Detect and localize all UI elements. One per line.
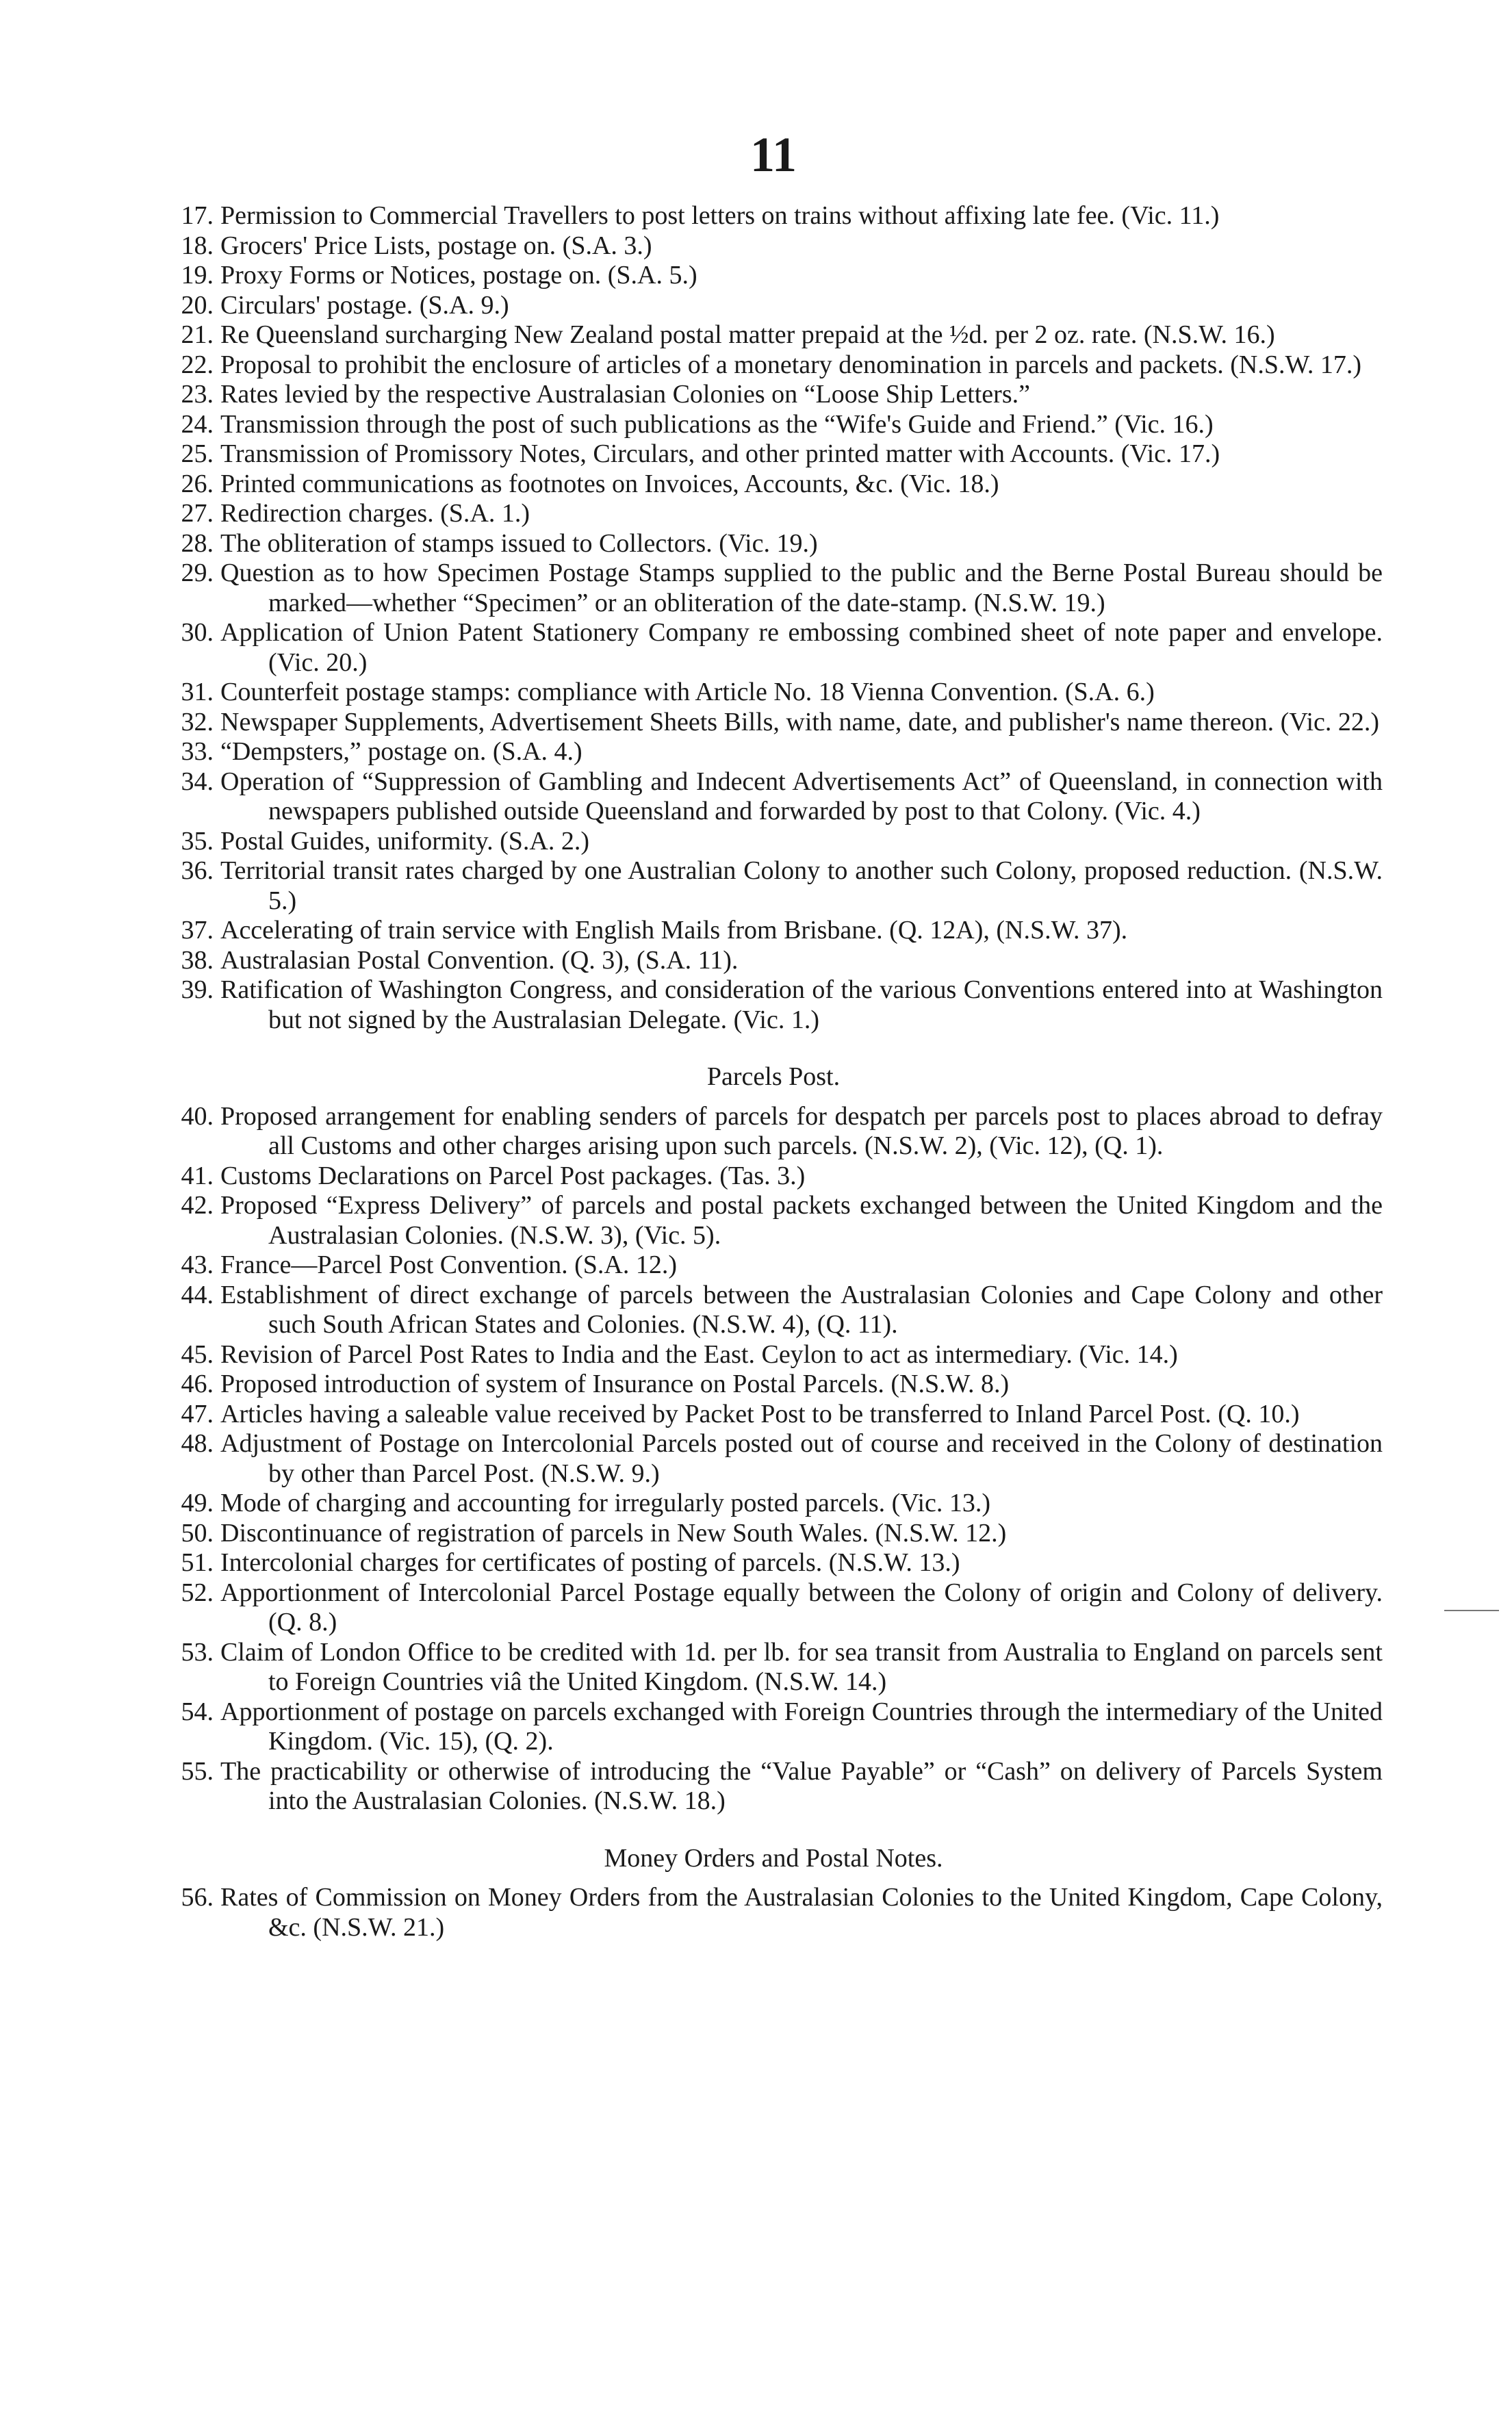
agenda-item [164,1191,1383,1250]
item-number: 42. [181,1191,214,1220]
item-number: 51. [181,1548,214,1577]
agenda-item [164,1250,1383,1281]
item-text: Proxy Forms or Notices, postage on. (S.A. 5.) [220,261,697,290]
item-text: Adjustment of Postage on Intercolonial Parcels posted out of course and received in the Colony of destination by other than Parcel Post. (N.S.W. 9.) [220,1429,1383,1488]
item-text: Postal Guides, uniformity. (S.A. 2.) [220,826,590,856]
item-text: Re Queensland surcharging New Zealand postal matter prepaid at the ½d. per 2 oz. rate. (N.S.W. 16.) [220,320,1275,349]
agenda-item [164,470,1383,500]
item-text: Transmission through the post of such publications as the “Wife's Guide and Friend.” (Vic. 16.) [220,409,1214,439]
section-heading: Parcels Post. [706,1062,841,1091]
item-text: Newspaper Supplements, Advertisement Sheets Bills, with name, date, and publisher's name thereon. (Vic. 22.) [220,707,1380,736]
agenda-item [164,291,1383,321]
agenda-item [164,1519,1383,1549]
item-text: Circulars' postage. (S.A. 9.) [220,290,509,320]
item-number: 46. [181,1370,214,1398]
item-text: Revision of Parcel Post Rates to India and the East. Ceylon to act as intermediary. (Vic. 14.) [220,1339,1178,1369]
item-number: 30. [181,618,214,647]
item-number: 28. [181,528,214,558]
agenda-item [164,320,1383,350]
agenda-item [164,231,1383,261]
item-text: Ratification of Washington Congress, and consideration of the various Conventions entered into at Washington but not signed by the Australasian Delegate. (Vic. 1.) [220,975,1383,1034]
item-text: Claim of London Office to be credited with 1d. per lb. for sea transit from Australia to England on parcels sent to Foreign Countries viâ the United Kingdom. (N.S.W. 14.) [220,1637,1383,1696]
item-number: 54. [181,1697,214,1726]
agenda-list [164,201,1383,1942]
item-number: 56. [181,1883,214,1912]
item-number: 22. [181,350,214,379]
agenda-item [164,618,1383,678]
item-text: Proposal to prohibit the enclosure of articles of a monetary denomination in parcels and packets. (N.S.W. 17.) [220,350,1361,379]
item-number: 41. [181,1161,214,1190]
agenda-item [164,380,1383,410]
item-text: Printed communications as footnotes on Invoices, Accounts, &c. (Vic. 18.) [220,469,999,498]
item-text: France—Parcel Post Convention. (S.A. 12.) [220,1250,678,1279]
item-number: 17. [181,201,214,230]
agenda-item [164,1370,1383,1400]
item-text: The obliteration of stamps issued to Collectors. (Vic. 19.) [220,528,818,558]
item-number: 36. [181,856,214,885]
item-text: Territorial transit rates charged by one Australian Colony to another such Colony, proposed reduction. (N.S.W. 5.) [220,856,1383,915]
item-text: “Dempsters,” postage on. (S.A. 4.) [220,737,582,766]
agenda-item [164,827,1383,857]
item-text: Accelerating of train service with English Mails from Brisbane. (Q. 12A), (N.S.W. 37). [220,916,1128,945]
item-text: Rates levied by the respective Australasian Colonies on “Loose Ship Letters.” [220,380,1030,409]
item-number: 23. [181,380,214,409]
agenda-item [164,708,1383,738]
item-number: 24. [181,409,214,439]
section-heading: Money Orders and Postal Notes. [604,1843,943,1873]
item-text: Articles having a saleable value received by Packet Post to be transferred to Inland Parcel Post. (Q. 10.) [220,1399,1300,1428]
item-text: Transmission of Promissory Notes, Circulars, and other printed matter with Accounts. (Vic. 17.) [220,439,1220,468]
item-number: 45. [181,1339,214,1369]
item-number: 35. [181,826,214,856]
item-number: 55. [181,1756,214,1786]
agenda-item [164,946,1383,976]
item-number: 33. [181,737,214,766]
agenda-item [164,1340,1383,1370]
agenda-item [164,1883,1383,1942]
agenda-item [164,767,1383,827]
item-number: 19. [181,261,214,290]
item-number: 38. [181,945,214,975]
agenda-item [164,1757,1383,1817]
item-number: 21. [181,320,214,349]
item-number: 26. [181,469,214,498]
item-text: Australasian Postal Convention. (Q. 3), (S.A. 11). [220,945,739,975]
agenda-item [164,856,1383,916]
agenda-item [164,261,1383,291]
agenda-item [164,1697,1383,1757]
agenda-item [164,975,1383,1035]
item-number: 49. [181,1489,214,1517]
item-number: 29. [181,559,214,587]
item-number: 32. [181,707,214,736]
item-number: 48. [181,1429,214,1458]
item-text: Permission to Commercial Travellers to post letters on trains without affixing late fee. (Vic. 11.) [220,201,1220,230]
item-number: 39. [181,975,214,1004]
item-number: 34. [181,767,214,796]
item-text: Intercolonial charges for certificates of posting of parcels. (N.S.W. 13.) [220,1548,960,1577]
item-text: Counterfeit postage stamps: compliance with Article No. 18 Vienna Convention. (S.A. 6.) [220,678,1155,706]
item-text: Establishment of direct exchange of parcels between the Australasian Colonies and Cape Colony and other such South African States and Colonies. (N.S.W. 4), (Q. 11). [220,1280,1383,1339]
item-text: Customs Declarations on Parcel Post packages. (Tas. 3.) [220,1161,806,1190]
agenda-item [164,499,1383,529]
item-number: 27. [181,499,214,528]
margin-mark [1444,1610,1499,1611]
item-text: Apportionment of postage on parcels exchanged with Foreign Countries through the intermediary of the United Kingdom. (Vic. 15), (Q. 2). [220,1697,1383,1756]
item-text: Operation of “Suppression of Gambling and Indecent Advertisements Act” of Queensland, in connection with newspapers published outside Queensland and forwarded by post to that Colony. (Vic. 4.) [220,767,1383,825]
agenda-item [164,1400,1383,1430]
agenda-item [164,1162,1383,1192]
agenda-item [164,1429,1383,1489]
agenda-item [164,1638,1383,1697]
agenda-item [164,529,1383,559]
item-text: Application of Union Patent Stationery Company re embossing combined sheet of note paper and envelope. (Vic. 20.) [220,618,1383,677]
agenda-item [164,350,1383,381]
agenda-item [164,410,1383,440]
item-number: 18. [181,231,214,260]
item-text: Mode of charging and accounting for irregularly posted parcels. (Vic. 13.) [220,1489,991,1517]
agenda-item [164,1489,1383,1519]
document-page [164,127,1383,1942]
item-text: Question as to how Specimen Postage Stamps supplied to the public and the Berne Postal Bureau should be marked—whether “Specimen” or an obliteration of the date-stamp. (N.S.W. 19.) [220,559,1383,617]
item-number: 31. [181,678,214,706]
item-number: 43. [181,1250,214,1279]
item-number: 37. [181,916,214,945]
agenda-item [164,439,1383,470]
item-number: 20. [181,290,214,320]
item-text: Redirection charges. (S.A. 1.) [220,499,530,528]
agenda-item [164,1578,1383,1638]
item-text: Proposed arrangement for enabling senders of parcels for despatch per parcels post to places abroad to defray all Customs and other charges arising upon such parcels. (N.S.W. 2), (Vic. 12), (Q. 1). [220,1101,1383,1160]
item-text: Discontinuance of registration of parcels in New South Wales. (N.S.W. 12.) [220,1518,1007,1548]
item-number: 50. [181,1518,214,1548]
agenda-item [164,1102,1383,1162]
agenda-item [164,737,1383,767]
item-text: Rates of Commission on Money Orders from the Australasian Colonies to the United Kingdom, Cape Colony, &c. (N.S.W. 21.) [220,1883,1383,1942]
agenda-item [164,1281,1383,1340]
item-number: 40. [181,1101,214,1131]
item-text: Proposed “Express Delivery” of parcels and postal packets exchanged between the United Kingdom and the Australasian Colonies. (N.S.W. 3), (Vic. 5). [220,1191,1383,1250]
agenda-item [164,201,1383,231]
item-text: The practicability or otherwise of introducing the “Value Payable” or “Cash” on delivery of Parcels System into the Australasian Colonies. (N.S.W. 18.) [220,1756,1383,1815]
agenda-item [164,678,1383,708]
item-number: 53. [181,1637,214,1667]
agenda-item [164,1548,1383,1578]
item-number: 52. [181,1578,214,1607]
item-number: 44. [181,1280,214,1309]
item-number: 25. [181,439,214,468]
item-text: Proposed introduction of system of Insurance on Postal Parcels. (N.S.W. 8.) [220,1370,1010,1398]
item-number: 47. [181,1399,214,1428]
page-number: 11 [749,127,797,182]
item-text: Apportionment of Intercolonial Parcel Postage equally between the Colony of origin and Colony of delivery. (Q. 8.) [220,1578,1383,1637]
agenda-item [164,916,1383,946]
item-text: Grocers' Price Lists, postage on. (S.A. 3.) [220,231,652,260]
agenda-item [164,559,1383,618]
